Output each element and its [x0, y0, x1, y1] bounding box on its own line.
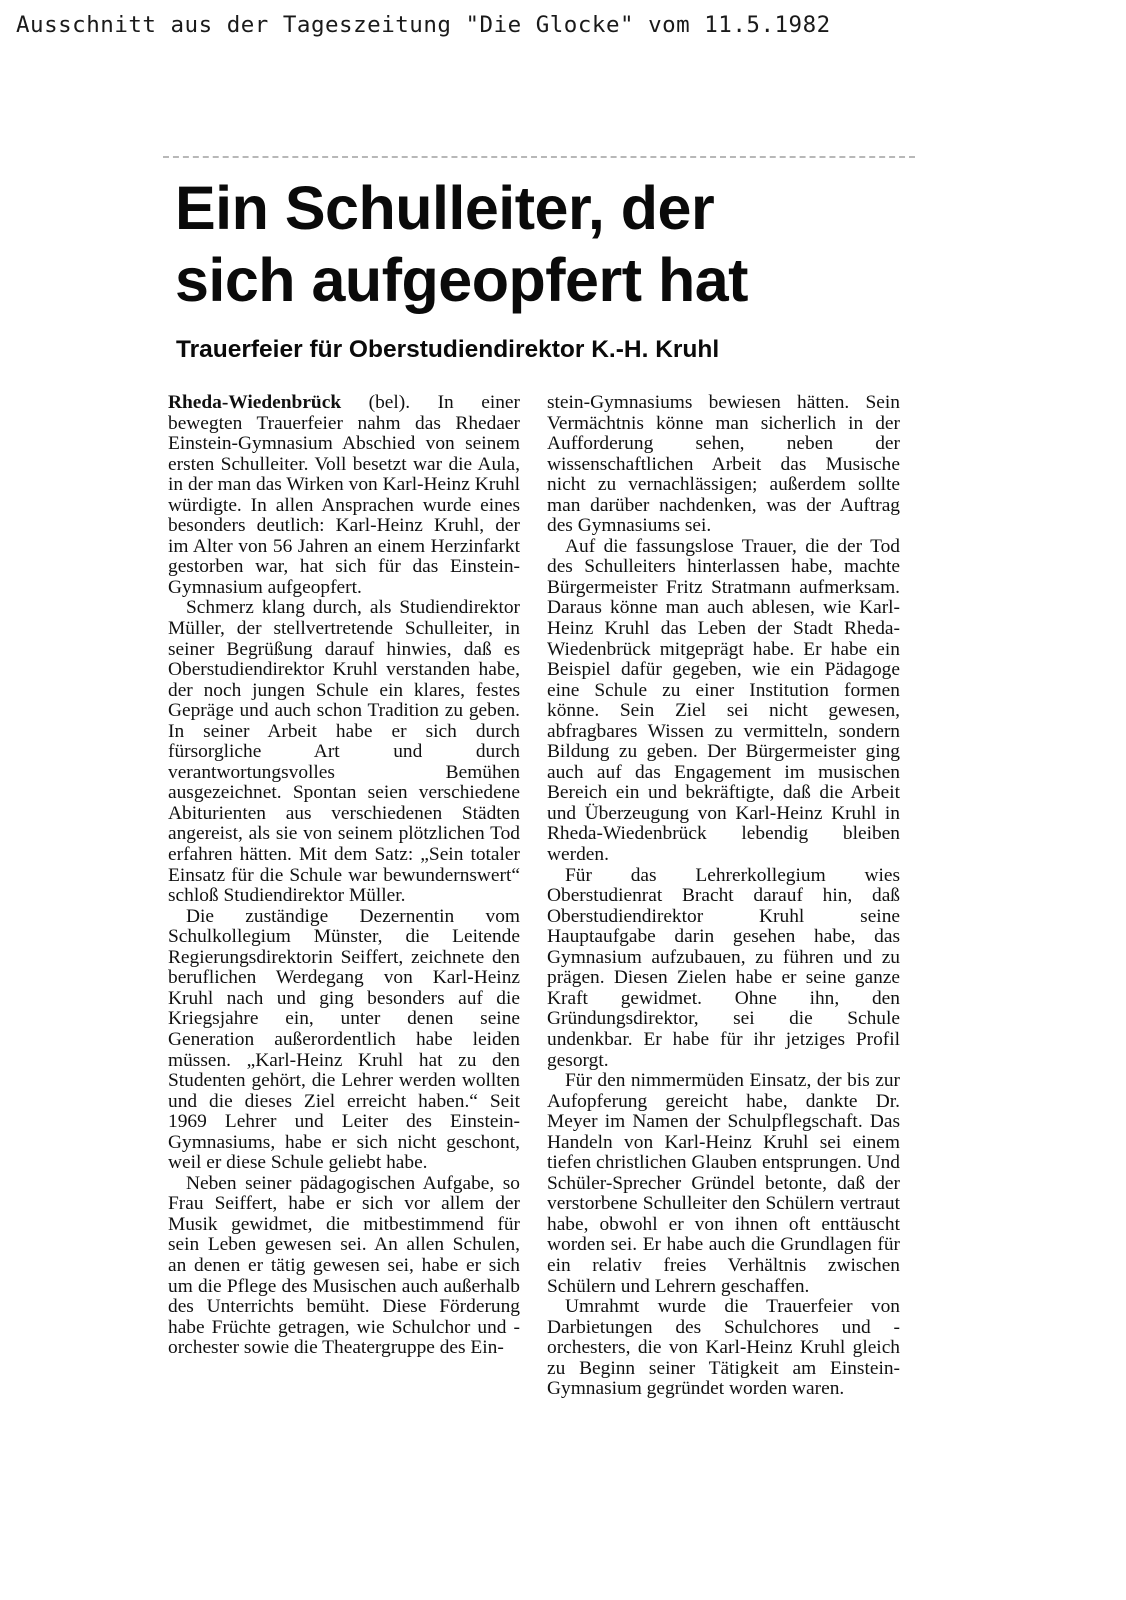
clipping-top-rule	[163, 156, 915, 158]
article-subheadline: Trauerfeier für Oberstudiendirektor K.-H. Kruhl	[176, 336, 720, 363]
paragraph: Umrahmt wurde die Trauerfeier von Darbietungen des Schulchores und -orchesters, die von Karl-Heinz Kruhl gleich zu Beginn seiner Tätigkeit am Einstein-Gymnasium gegründet worden waren.	[547, 1296, 900, 1400]
paragraph: Für den nimmermüden Einsatz, der bis zur Aufopferung gereicht habe, dankte Dr. Meyer im Namen der Schulpflegschaft. Das Handeln von Karl-Heinz Kruhl sei einem tiefen christlichen Glauben entsprungen. Und Schüler-Sprecher Gründel betonte, daß der verstorbene Schulleiter den Schülern vertraut habe, obwohl er von ihnen oft enttäuscht worden sei. Er habe auch die Grundlagen für ein relativ freies Verhältnis zwischen Schülern und Lehrern geschaffen.	[547, 1070, 900, 1297]
article-column-2	[547, 393, 900, 1400]
article-column-1	[168, 393, 520, 1359]
paragraph: Neben seiner pädagogischen Aufgabe, so Frau Seiffert, habe er sich vor allem der Musik gewidmet, die mitbestimmend für sein Leben gewesen sei. An allen Schulen, an denen er tätig gewesen sei, habe er sich um die Pflege des Musischen auch außerhalb des Unterrichts bemüht. Diese Förderung habe Früchte getragen, wie Schulchor und -orchester sowie die Theatergruppe des Ein-	[168, 1172, 520, 1359]
paragraph: stein-Gymnasiums bewiesen hätten. Sein Vermächtnis könne man sicherlich in der Aufforderung sehen, neben der wissenschaftlichen Arbeit das Musische nicht zu vernachlässigen; außerdem sollte man darüber nachdenken, was der Auftrag des Gymnasiums sei.	[547, 392, 900, 537]
paragraph-text: (bel). In einer bewegten Trauerfeier nahm das Rhedaer Einstein-Gymnasium Abschied von seinem ersten Schulleiter. Voll besetzt war die Aula, in der man das Wirken von Karl-Heinz Kruhl würdigte. In allen Ansprachen wurde eines besonders deutlich: Karl-Heinz Kruhl, der im Alter von 56 Jahren an einem Herzinfarkt gestorben war, hat sich für das Einstein-Gymnasium aufgeopfert.	[168, 392, 520, 598]
paragraph: Die zuständige Dezernentin vom Schulkollegium Münster, die Leitende Regierungsdirektorin Seiffert, zeichnete den beruflichen Werdegang von Karl-Heinz Kruhl nach und ging besonders auf die Kriegsjahre ein, unter denen seine Generation außerordentlich habe leiden müssen. „Karl-Heinz Kruhl hat zu den Studenten gehört, die Lehrer werden wollten und die dieses Ziel erreicht haben.“ Seit 1969 Lehrer und Leiter des Einstein-Gymnasiums, habe er sich nicht geschont, weil er diese Schule geliebt habe.	[168, 905, 520, 1174]
article-headline	[175, 172, 935, 316]
paragraph: Auf die fassungslose Trauer, die der Tod des Schulleiters hinterlassen habe, machte Bürgermeister Fritz Stratmann aufmerksam. Daraus könne man auch ablesen, wie Karl-Heinz Kruhl das Leben der Stadt Rheda-Wiedenbrück mitgeprägt habe. Er habe ein Beispiel dafür gegeben, wie ein Pädagoge eine Schule zu einer Institution formen könne. Sein Ziel sei nicht gewesen, abfragbares Wissen zu vermitteln, sondern Bildung zu geben. Der Bürgermeister ging auch auf das Engagement im musischen Bereich ein und bekräftigte, daß die Arbeit und Überzeugung von Karl-Heinz Kruhl in Rheda-Wiedenbrück lebendig bleiben werden.	[547, 535, 900, 866]
source-note: Ausschnitt aus der Tageszeitung "Die Glocke" vom 11.5.1982	[16, 12, 831, 38]
headline-line-1: Ein Schulleiter, der	[175, 174, 715, 242]
paragraph: Für das Lehrerkollegium wies Oberstudienrat Bracht darauf hin, daß Oberstudiendirektor Kruhl seine Hauptaufgabe darin gesehen habe, das Gymnasium aufzubauen, zu führen und zu prägen. Diesen Zielen habe er seine ganze Kraft gewidmet. Ohne ihn, den Gründungsdirektor, sei die Schule undenkbar. Er habe für ihr jetziges Profil gesorgt.	[547, 864, 900, 1071]
headline-line-2: sich aufgeopfert hat	[175, 246, 748, 314]
dateline: Rheda-Wiedenbrück	[168, 392, 342, 413]
paragraph	[168, 393, 520, 598]
paragraph: Schmerz klang durch, als Studiendirektor Müller, der stellvertretende Schulleiter, in seiner Begrüßung darauf hinwies, daß es Oberstudiendirektor Kruhl verstanden habe, der noch jungen Schule ein klares, festes Gepräge und auch schon Tradition zu geben. In seiner Arbeit habe er sich durch fürsorgliche Art und durch verantwortungsvolles Bemühen ausgezeichnet. Spontan seien verschiedene Abiturienten aus verschiedenen Städten angereist, als sie von seinem plötzlichen Tod erfahren hätten. Mit dem Satz: „Sein totaler Einsatz für die Schule war bewundernswert“ schloß Studiendirektor Müller.	[168, 597, 520, 907]
